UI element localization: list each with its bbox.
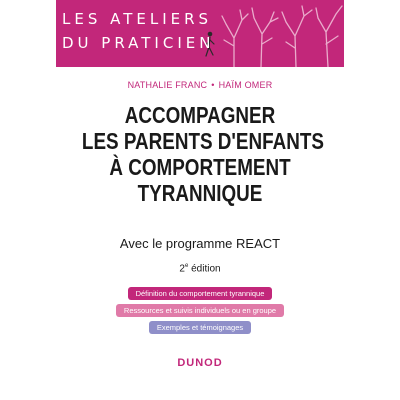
topic-tag: Définition du comportement tyrannique bbox=[128, 287, 273, 300]
topic-tag: Ressources et suivis individuels ou en groupe bbox=[116, 304, 284, 317]
series-banner bbox=[56, 0, 344, 67]
edition-word: édition bbox=[191, 263, 221, 275]
separator-dot: • bbox=[211, 80, 215, 90]
topic-tag: Exemples et témoignages bbox=[149, 321, 251, 334]
topic-tags bbox=[56, 287, 344, 338]
series-title-line2: DU PRATICIEN bbox=[62, 34, 215, 52]
edition-number: 2 bbox=[179, 263, 185, 275]
author-name: HAÏM OMER bbox=[218, 80, 273, 90]
authors bbox=[56, 80, 344, 90]
edition-label bbox=[56, 263, 344, 274]
author-name: NATHALIE FRANC bbox=[127, 80, 208, 90]
publisher-logo: DUNOD bbox=[177, 357, 223, 369]
title-line: ACCOMPAGNER bbox=[124, 102, 276, 128]
title-line: LES PARENTS D'ENFANTS bbox=[81, 128, 324, 154]
book-subtitle: Avec le programme REACT bbox=[119, 236, 281, 251]
edition-suffix: e bbox=[184, 263, 189, 269]
series-title-line1: LES ATELIERS bbox=[62, 10, 213, 28]
book-title bbox=[81, 102, 324, 206]
title-line: TYRANNIQUE bbox=[137, 180, 263, 206]
title-line: À COMPORTEMENT bbox=[109, 154, 291, 180]
book-cover bbox=[56, 0, 344, 400]
